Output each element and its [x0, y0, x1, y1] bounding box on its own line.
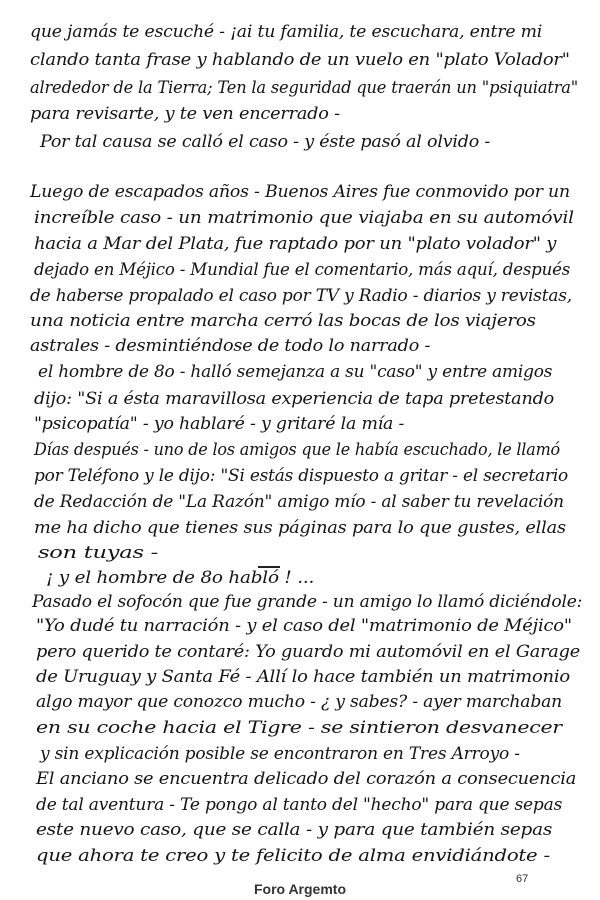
- manuscript-line: El anciano se encuentra delicado del corazón a consecuencia: [36, 769, 577, 789]
- manuscript-line: hacia a Mar del Plata, fue raptado por un "plato volador" y: [34, 234, 557, 254]
- manuscript-line: para revisarte, y te ven encerrado -: [30, 104, 340, 124]
- manuscript-line: de Uruguay y Santa Fé - Allí lo hace también un matrimonio: [36, 667, 570, 687]
- manuscript-line: algo mayor que conozco mucho - ¿ y sabes? - ayer marchaban: [36, 692, 563, 712]
- manuscript-line: que jamás te escuché - ¡ai tu familia, te escuchara, entre mi: [30, 22, 543, 42]
- manuscript-line: astrales - desmintiéndose de todo lo narrado -: [30, 336, 431, 356]
- manuscript-line: ¡ y el hombre de 8o habló ! ...: [46, 568, 315, 588]
- manuscript-line: Días después - uno de los amigos que le había escuchado, le llamó: [34, 440, 561, 460]
- manuscript-line: y sin explicación posible se encontraron en Tres Arroyo -: [40, 744, 520, 764]
- section-divider: [258, 566, 280, 568]
- manuscript-line: de haberse propalado el caso por TV y Radio - diarios y revistas,: [30, 286, 572, 306]
- manuscript-line: Pasado el sofocón que fue grande - un amigo lo llamó diciéndole:: [32, 592, 583, 612]
- manuscript-line: increíble caso - un matrimonio que viajaba en su automóvil: [34, 208, 574, 228]
- page-number: 67: [516, 873, 529, 885]
- manuscript-line: "psicopatía" - yo hablaré - y gritaré la mía -: [34, 414, 405, 434]
- manuscript-line: que ahora te creo y te felicito de alma envidiándote -: [36, 846, 550, 866]
- manuscript-line: una noticia entre marcha cerró las bocas de los viajeros: [30, 311, 536, 331]
- manuscript-line: este nuevo caso, que se calla - y para que también sepas: [36, 820, 553, 840]
- manuscript-line: Por tal causa se calló el caso - y éste pasó al olvido -: [40, 132, 491, 152]
- manuscript-line: de Redacción de "La Razón" amigo mío - al saber tu revelación: [34, 492, 564, 512]
- manuscript-line: el hombre de 8o - halló semejanza a su "caso" y entre amigos: [38, 362, 553, 382]
- manuscript-line: dijo: "Si a ésta maravillosa experiencia de tapa pretestando: [34, 389, 555, 409]
- manuscript-line: dejado en Méjico - Mundial fue el comentario, más aquí, después: [34, 260, 571, 280]
- manuscript-line: son tuyas -: [38, 543, 159, 563]
- manuscript-line: en su coche hacia el Tigre - se sintieron desvanecer: [36, 718, 562, 738]
- manuscript-line: me ha dicho que tienes sus páginas para lo que gustes, ellas: [34, 518, 566, 538]
- manuscript-line: alrededor de la Tierra; Ten la seguridad que traerán un "psiquiatra": [30, 78, 579, 98]
- footer-caption: Foro Argemto: [253, 881, 347, 897]
- manuscript-line: "Yo dudé tu narración - y el caso del "matrimonio de Méjico": [36, 616, 572, 636]
- manuscript-line: pero querido te contaré: Yo guardo mi automóvil en el Garage: [36, 642, 580, 662]
- manuscript-line: de tal aventura - Te pongo al tanto del "hecho" para que sepas: [36, 795, 563, 815]
- manuscript-line: por Teléfono y le dijo: "Si estás dispuesto a gritar - el secretario: [34, 466, 569, 486]
- manuscript-line: Luego de escapados años - Buenos Aires fue conmovido por un: [30, 182, 570, 202]
- manuscript-line: clando tanta frase y hablando de un vuelo en "plato Volador": [30, 50, 570, 70]
